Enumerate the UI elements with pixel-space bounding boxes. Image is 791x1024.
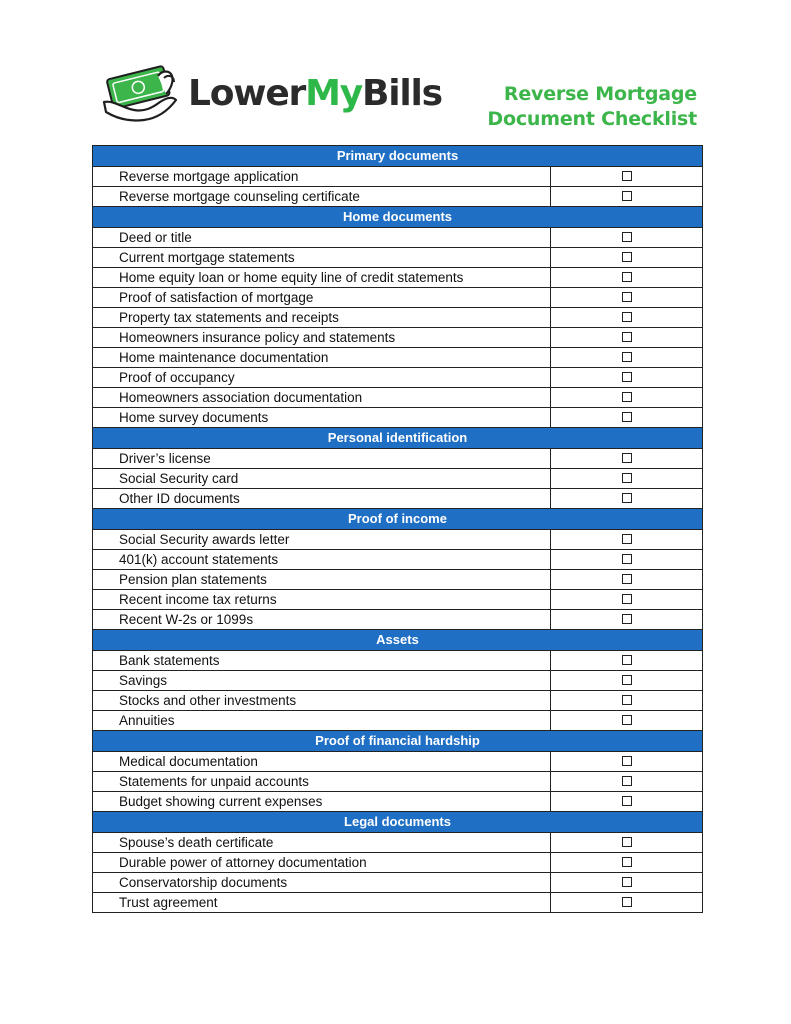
checkbox-cell [551,167,703,187]
checkbox[interactable] [622,776,632,786]
checklist-item-label: Reverse mortgage counseling certificate [93,187,551,207]
checklist-row [93,590,703,610]
checklist-item-label: Homeowners association documentation [93,388,551,408]
section-header-row [93,509,703,530]
checklist-row [93,833,703,853]
checkbox-cell [551,772,703,792]
checkbox-cell [551,228,703,248]
checkbox[interactable] [622,292,632,302]
checkbox-cell [551,388,703,408]
checklist-item-label: Home equity loan or home equity line of credit statements [93,268,551,288]
checklist-item-label: Stocks and other investments [93,691,551,711]
lowermybills-logo [100,62,440,126]
checklist-row [93,772,703,792]
checkbox-cell [551,610,703,630]
checklist-row [93,388,703,408]
section-header-row [93,630,703,651]
checklist-item-label: Durable power of attorney documentation [93,853,551,873]
checklist-row [93,570,703,590]
checkbox[interactable] [622,756,632,766]
checklist-item-label: Bank statements [93,651,551,671]
section-header: Assets [93,630,703,651]
checklist-row [93,671,703,691]
section-header-row [93,428,703,449]
section-header: Primary documents [93,146,703,167]
checklist-row [93,651,703,671]
checkbox-cell [551,792,703,812]
checkbox-cell [551,268,703,288]
logo-word-lower: Lower [188,73,306,114]
checklist-row [93,711,703,731]
checklist-row [93,187,703,207]
checklist-item-label: Reverse mortgage application [93,167,551,187]
section-header: Legal documents [93,812,703,833]
hand-holding-money-icon [100,62,186,126]
checklist-item-label: Proof of occupancy [93,368,551,388]
checkbox[interactable] [622,232,632,242]
checklist-item-label: Social Security card [93,469,551,489]
checklist-item-label: Driver’s license [93,449,551,469]
checklist-row [93,752,703,772]
checklist-item-label: Budget showing current expenses [93,792,551,812]
checklist-row [93,610,703,630]
checklist-item-label: Property tax statements and receipts [93,308,551,328]
checkbox-cell [551,489,703,509]
section-header: Proof of financial hardship [93,731,703,752]
section-header-row [93,146,703,167]
checkbox-cell [551,833,703,853]
checkbox[interactable] [622,675,632,685]
checkbox[interactable] [622,493,632,503]
checklist-row [93,469,703,489]
section-header-row [93,812,703,833]
checkbox[interactable] [622,837,632,847]
checklist-row [93,167,703,187]
checkbox-cell [551,248,703,268]
checklist-row [93,873,703,893]
checkbox[interactable] [622,272,632,282]
checklist-item-label: Annuities [93,711,551,731]
section-header-row [93,731,703,752]
checklist-item-label: Recent income tax returns [93,590,551,610]
checkbox-cell [551,187,703,207]
section-header-row [93,207,703,228]
checklist-row [93,893,703,913]
checklist-item-label: Social Security awards letter [93,530,551,550]
checkbox[interactable] [622,857,632,867]
logo-wordmark [188,72,442,116]
checkbox-cell [551,550,703,570]
checkbox[interactable] [622,877,632,887]
checklist-item-label: Other ID documents [93,489,551,509]
checklist-item-label: Spouse’s death certificate [93,833,551,853]
checkbox[interactable] [622,695,632,705]
checklist-row [93,489,703,509]
checkbox[interactable] [622,191,632,201]
section-header: Home documents [93,207,703,228]
checkbox-cell [551,288,703,308]
checklist-row [93,530,703,550]
checklist-row [93,691,703,711]
checklist-row [93,328,703,348]
checkbox-cell [551,873,703,893]
checkbox-cell [551,308,703,328]
checkbox[interactable] [622,392,632,402]
checklist-row [93,550,703,570]
checklist-item-label: Conservatorship documents [93,873,551,893]
checklist-row [93,288,703,308]
checkbox-cell [551,408,703,428]
checklist-item-label: Savings [93,671,551,691]
checkbox[interactable] [622,412,632,422]
page-title-line-2: Document Checklist [487,108,697,130]
checkbox-cell [551,893,703,913]
checklist-item-label: 401(k) account statements [93,550,551,570]
checklist-row [93,853,703,873]
checklist-item-label: Homeowners insurance policy and statements [93,328,551,348]
checklist-item-label: Proof of satisfaction of mortgage [93,288,551,308]
section-header: Proof of income [93,509,703,530]
logo-word-my: My [305,73,363,114]
checklist-item-label: Medical documentation [93,752,551,772]
checkbox-cell [551,671,703,691]
checkbox[interactable] [622,554,632,564]
checkbox[interactable] [622,715,632,725]
checkbox-cell [551,752,703,772]
checklist-row [93,449,703,469]
checkbox-cell [551,348,703,368]
checklist-item-label: Current mortgage statements [93,248,551,268]
checklist-row [93,368,703,388]
checkbox-cell [551,691,703,711]
checkbox-cell [551,328,703,348]
checklist-row [93,792,703,812]
checkbox-cell [551,469,703,489]
checklist-row [93,408,703,428]
checkbox[interactable] [622,574,632,584]
checkbox[interactable] [622,655,632,665]
checkbox[interactable] [622,171,632,181]
checkbox[interactable] [622,796,632,806]
checkbox[interactable] [622,252,632,262]
checklist-item-label: Home maintenance documentation [93,348,551,368]
section-header: Personal identification [93,428,703,449]
checkbox[interactable] [622,312,632,322]
checklist-item-label: Deed or title [93,228,551,248]
checkbox[interactable] [622,352,632,362]
checkbox[interactable] [622,473,632,483]
logo-word-bills: Bills [362,73,442,114]
checkbox[interactable] [622,372,632,382]
checklist-item-label: Home survey documents [93,408,551,428]
checkbox[interactable] [622,594,632,604]
checklist-row [93,248,703,268]
checkbox-cell [551,368,703,388]
checklist-row [93,268,703,288]
checkbox[interactable] [622,897,632,907]
checklist-item-label: Pension plan statements [93,570,551,590]
checkbox[interactable] [622,534,632,544]
document-checklist-table [92,145,703,913]
checklist-row [93,228,703,248]
checkbox-cell [551,853,703,873]
checkbox-cell [551,590,703,610]
checkbox-cell [551,651,703,671]
checklist-row [93,348,703,368]
checkbox-cell [551,570,703,590]
checkbox[interactable] [622,332,632,342]
checkbox-cell [551,711,703,731]
checkbox-cell [551,449,703,469]
checklist-item-label: Statements for unpaid accounts [93,772,551,792]
checkbox-cell [551,530,703,550]
checklist-item-label: Trust agreement [93,893,551,913]
page-title [487,82,697,132]
checklist-row [93,308,703,328]
checklist-item-label: Recent W-2s or 1099s [93,610,551,630]
page-title-line-1: Reverse Mortgage [503,83,697,105]
checkbox[interactable] [622,614,632,624]
checkbox[interactable] [622,453,632,463]
